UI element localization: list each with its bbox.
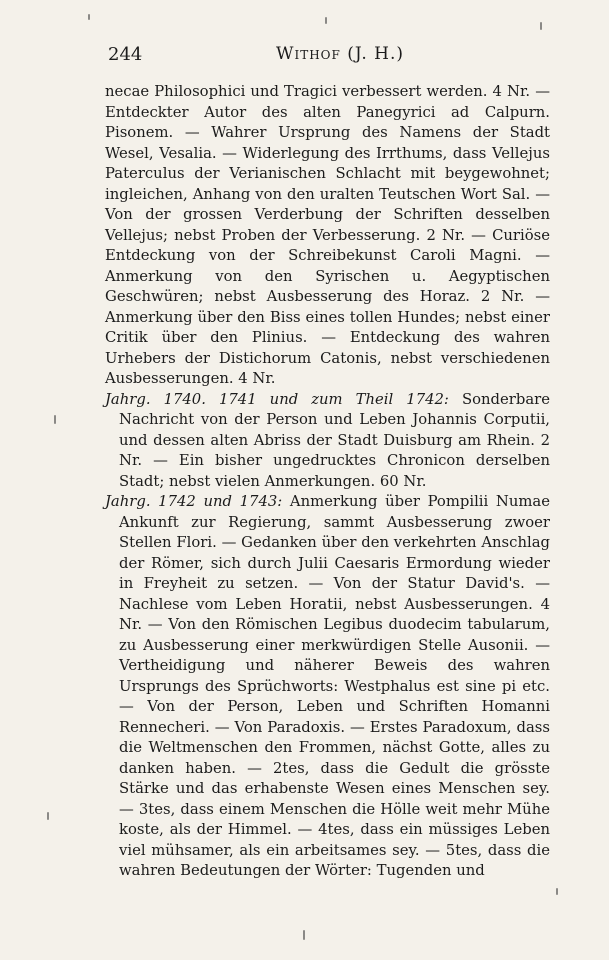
- scan-speck: [88, 14, 90, 20]
- paragraph: [105, 390, 550, 493]
- paragraph-text: necae Philosophici und Tragici verbessert werden. 4 Nr. — Entdeckter Autor des alten Panegyrici ad Calpurn. Pisonem. — Wahrer Ursprung des Namens der Stadt Wesel, Vesalia. — Widerlegung des Irrthums, dass Vellejus Paterculus der Verianischen Schlacht mit beygewohnet; ingleichen, Anhang von den uralten Teutschen Wort Sal. — Von der grossen Verderbung der Schriften desselben Vellejus; nebst Proben der Verbesserung. 2 Nr. — Curiöse Entdeckung von der Schreibekunst Caroli Magni. — Anmerkung von den Syrischen u. Aegyptischen Geschwüren; nebst Ausbesserung des Horaz. 2 Nr. — Anmerkung über den Biss eines tollen Hundes; nebst einer Critik über den Plinius. — Entdeckung des wahren Urhebers der Distichorum Catonis, nebst verschiedenen Ausbesserungen. 4 Nr.: [105, 83, 550, 387]
- scan-speck: [47, 812, 49, 820]
- paragraph-text: Anmerkung über Pompilii Numae Ankunft zur Regierung, sammt Ausbesserung zwoer Stellen Flori. — Gedanken über den verkehrten Anschlag der Römer, sich durch Julii Caesaris Ermordung wieder in Freyheit zu setzen. — Von der Statur David's. — Nachlese vom Leben Horatii, nebst Ausbesserungen. 4 Nr. — Von den Römischen Legibus duodecim tabularum, zu Ausbesserung einer merkwürdigen Stelle Ausonii. — Vertheidigung und näherer Beweis des wahren Ursprungs des Sprüchworts: Westphalus est sine pi etc. — Von der Person, Leben und Schriften Homanni Rennecheri. — Von Paradoxis. — Erstes Paradoxum, dass die Weltmenschen den Frommen, nächst Gotte, alles zu danken haben. — 2tes, dass die Gedult die grösste Stärke und das erhabenste Wesen eines Menschen sey. — 3tes, dass einem Menschen die Hölle weit mehr Mühe koste, als der Himmel. — 4tes, dass ein müssiges Leben viel mühsamer, als ein arbeitsames sey. — 5tes, dass die wahren Bedeutungen der Wörter: Tugenden und: [119, 493, 550, 879]
- paragraph: [105, 82, 550, 390]
- scan-speck: [325, 17, 327, 24]
- page-body: [105, 82, 550, 882]
- scan-speck: [303, 930, 305, 940]
- paragraph: [105, 492, 550, 882]
- entry-date: Jahrg. 1740. 1741 und zum Theil 1742:: [105, 390, 449, 408]
- running-head: Withof (J. H.): [276, 44, 405, 64]
- scan-speck: [540, 22, 542, 30]
- entry-date: Jahrg. 1742 und 1743:: [105, 493, 283, 510]
- paragraph-text: Sonderbare Nachricht von der Person und Leben Johannis Corputii, und dessen alten Abriss der Stadt Duisburg am Rhein. 2 Nr. — Ein bisher ungedrucktes Chronicon derselben Stadt; nebst vielen Anmerkungen. 60 Nr.: [119, 390, 550, 490]
- page-header: [108, 44, 548, 70]
- page-number: 244: [108, 44, 143, 65]
- scan-speck: [54, 415, 56, 424]
- scan-speck: [556, 888, 558, 895]
